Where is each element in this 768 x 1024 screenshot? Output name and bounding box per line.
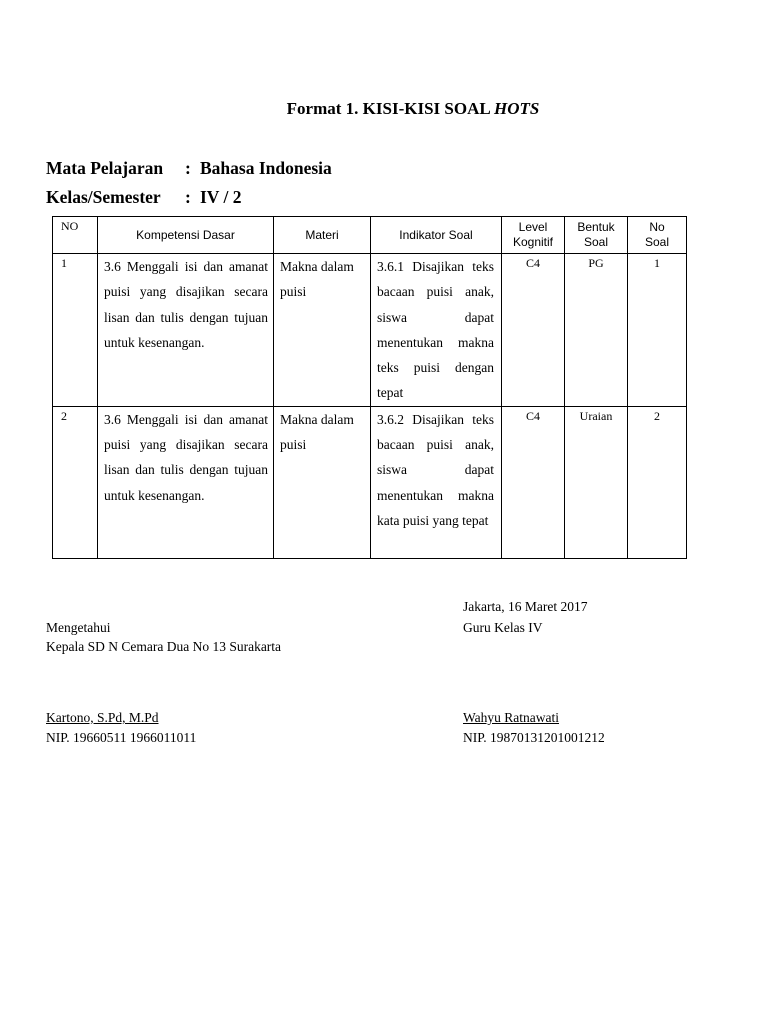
teacher-name: Wahyu Ratnawati [463, 710, 560, 725]
header-level [502, 217, 565, 254]
title-prefix: Format 1. KISI-KISI SOAL [286, 99, 494, 118]
cell-kompetensi: 3.6 Menggali isi dan amanat puisi yang disajikan secara lisan dan tulis dengan tujuan untuk kesenangan. [98, 406, 274, 558]
header-kompetensi: Kompetensi Dasar [98, 217, 274, 254]
headmaster-name: Kartono, S.Pd, M.Pd [46, 710, 159, 725]
meta-class-row [46, 187, 242, 208]
cell-no-soal: 1 [628, 254, 687, 407]
cell-bentuk: PG [565, 254, 628, 407]
cell-materi: Makna dalam puisi [274, 254, 371, 407]
meta-class-value: IV / 2 [200, 187, 242, 207]
cell-indikator: 3.6.1 Disajikan teks bacaan puisi anak, siswa dapat menentukan makna teks puisi dengan tepat [371, 254, 502, 407]
cell-no: 1 [53, 254, 98, 407]
header-indikator: Indikator Soal [371, 217, 502, 254]
cell-no: 2 [53, 406, 98, 558]
meta-class-label: Kelas/Semester [46, 187, 161, 207]
meta-subject-value: Bahasa Indonesia [200, 158, 332, 178]
table-header-row [53, 217, 687, 254]
title-emphasis: HOTS [494, 99, 540, 118]
meta-subject-row [46, 158, 332, 179]
right-role: Guru Kelas IV [463, 620, 543, 635]
header-level-line2: Kognitif [512, 235, 554, 249]
header-nosoal [628, 217, 687, 254]
left-role-line1: Mengetahui [46, 620, 111, 635]
cell-level: C4 [502, 254, 565, 407]
meta-subject-label: Mata Pelajaran [46, 158, 164, 178]
cell-no-soal: 2 [628, 406, 687, 558]
header-no: NO [53, 217, 98, 254]
table-row [53, 254, 687, 407]
meta-class-colon: : [185, 187, 191, 207]
document-title [0, 99, 768, 119]
header-nosoal-line2: Soal [644, 235, 670, 249]
cell-kompetensi: 3.6 Menggali isi dan amanat puisi yang disajikan secara lisan dan tulis dengan tujuan untuk kesenangan. [98, 254, 274, 407]
cell-level: C4 [502, 406, 565, 558]
header-nosoal-line1: No [649, 220, 665, 234]
left-role-line2: Kepala SD N Cemara Dua No 13 Surakarta [46, 639, 282, 654]
header-bentuk-line1: Bentuk [577, 220, 615, 234]
header-level-line1: Level [518, 220, 548, 234]
place-date: Jakarta, 16 Maret 2017 [463, 599, 588, 614]
cell-indikator: 3.6.2 Disajikan teks bacaan puisi anak, siswa dapat menentukan makna kata puisi yang tepat [371, 406, 502, 558]
header-materi: Materi [274, 217, 371, 254]
cell-materi: Makna dalam puisi [274, 406, 371, 558]
teacher-nip: NIP. 19870131201001212 [463, 730, 605, 745]
header-bentuk-line2: Soal [583, 235, 609, 249]
meta-subject-colon: : [185, 158, 191, 178]
headmaster-nip: NIP. 19660511 1966011011 [46, 730, 197, 745]
cell-bentuk: Uraian [565, 406, 628, 558]
table-row [53, 406, 687, 558]
kisi-kisi-table [52, 216, 687, 559]
header-bentuk [565, 217, 628, 254]
